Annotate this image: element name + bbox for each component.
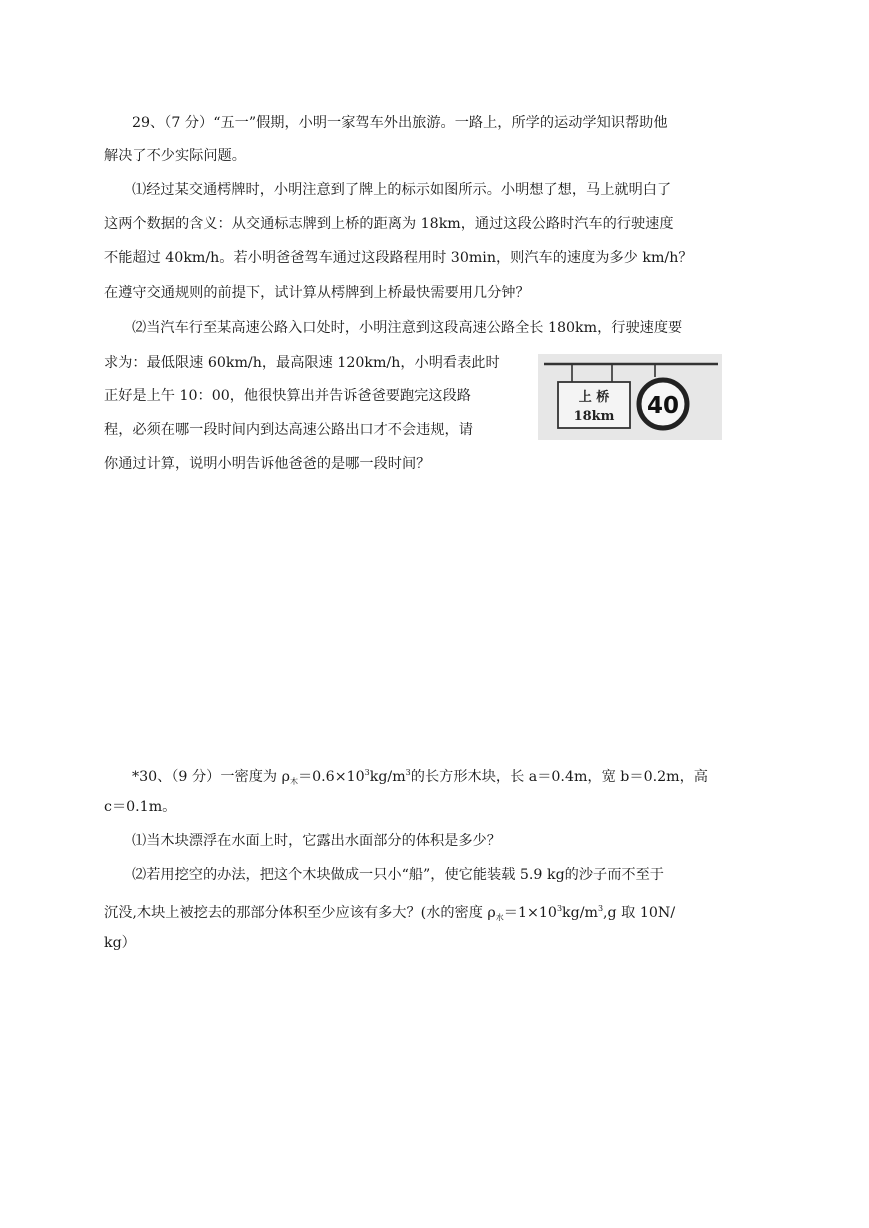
- q30-part2-line-3: kg）: [104, 935, 136, 951]
- q30-part1: ⑴当木块漂浮在水面上时，它露出水面部分的体积是多少？: [132, 833, 501, 849]
- q30-part2-line-2: [104, 899, 675, 928]
- q30-rho-wood-subscript: 木: [289, 777, 298, 786]
- q29-part1-line-3: 不能超过 40km/h。若小明爸爸驾车通过这段路程用时 30min，则汽车的速度为多少 km/h？: [104, 250, 693, 266]
- distance-sign-value: 18km: [573, 409, 615, 424]
- q30-line-1: [132, 763, 708, 792]
- q30-line-1-c: kg/m: [369, 769, 406, 785]
- q30-rho-water-subscript: 水: [495, 913, 504, 922]
- q29-part2-line-4: 程，必须在哪一段时间内到达高速公路出口才不会违规，请: [104, 422, 473, 438]
- q29-part2-line-3: 正好是上午 10：00，他很快算出并告诉爸爸要跑完这段路: [104, 388, 471, 404]
- q30-part2-line-1: ⑵若用挖空的办法，把这个木块做成一只小“船”，使它能装载 5.9 kg的沙子而不至于: [132, 867, 664, 883]
- q30-water-exponent: 3: [556, 904, 563, 913]
- q29-line-1: 29、（7 分）“五一”假期，小明一家驾车外出旅游。一路上，所学的运动学知识帮助他: [132, 115, 668, 131]
- q29-part1-line-4: 在遵守交通规则的前提下，试计算从樗牌到上桥最快需要用几分钟？: [104, 285, 530, 301]
- q29-line-2: 解决了不少实际问题。: [104, 148, 246, 164]
- traffic-sign-figure: [538, 354, 722, 440]
- speed-limit-value: 40: [646, 393, 680, 419]
- q30-part2-line-2-c: kg/m: [562, 905, 598, 921]
- q30-unit-exponent: 3: [405, 768, 411, 777]
- q30-exponent: 3: [364, 768, 370, 777]
- q30-water-unit-exponent: 3: [597, 904, 604, 913]
- q29-part2-line-1: ⑵当汽车行至某高速公路入口处时，小明注意到这段高速公路全长 180km，行驶速度要: [132, 320, 683, 336]
- q30-line-1-a: *30、（9 分）一密度为 ρ: [132, 769, 290, 785]
- q30-line-1-d: 的长方形木块，长 a＝0.4m，宽 b＝0.2m，高: [410, 769, 708, 785]
- q29-part1-line-2: 这两个数据的含义：从交通标志牌到上桥的距离为 18km，通过这段公路时汽车的行驶速度: [104, 216, 674, 232]
- q30-part2-line-2-a: 沉没,木块上被挖去的那部分体积至少应该有多大？(水的密度 ρ: [104, 905, 496, 921]
- q29-part2-line-5: 你通过计算，说明小明告诉他爸爸的是哪一段时间？: [104, 456, 431, 472]
- q30-part2-line-2-d: ,g 取 10N/: [603, 905, 676, 921]
- q29-part1-line-1: ⑴经过某交通樗牌时，小明注意到了牌上的标示如图所示。小明想了想，马上就明白了: [132, 182, 672, 198]
- q29-part2-line-2: 求为：最低限速 60km/h，最高限速 120km/h，小明看表此时: [104, 355, 500, 371]
- q30-line-1-b: ＝0.6×10: [297, 769, 365, 785]
- distance-sign-label: 上 桥: [578, 390, 610, 405]
- q30-line-2: c＝0.1m。: [104, 799, 177, 815]
- q30-part2-line-2-b: ＝1×10: [503, 905, 557, 921]
